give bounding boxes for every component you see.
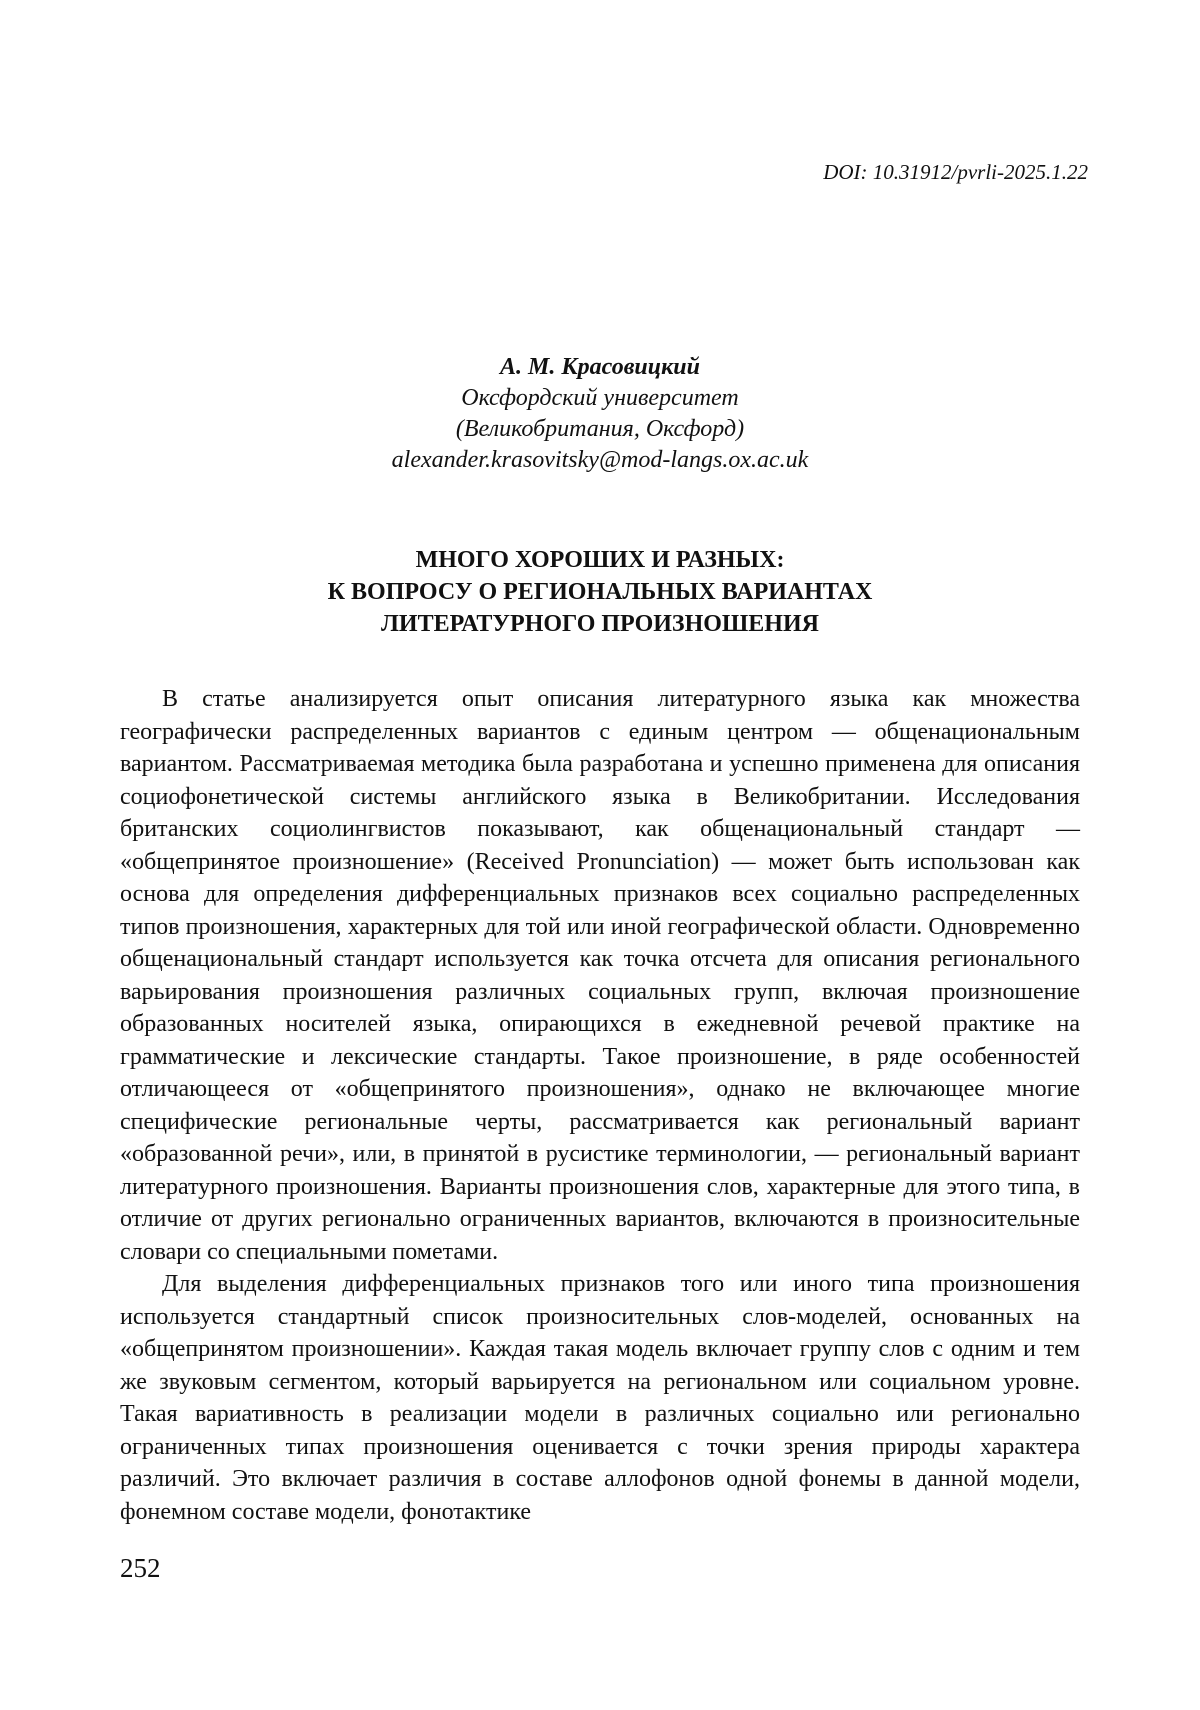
- author-affiliation: Оксфордский университет: [461, 385, 739, 411]
- title-line-3: ЛИТЕРАТУРНОГО ПРОИЗНОШЕНИЯ: [381, 611, 819, 637]
- author-email[interactable]: alexander.krasovitsky@mod-langs.ox.ac.uk: [391, 447, 809, 473]
- doi-label: DOI: 10.31912/pvrli-2025.1.22: [823, 160, 1088, 184]
- author-block: [0, 352, 1200, 476]
- author-location: (Великобритания, Оксфорд): [455, 416, 745, 442]
- body-paragraph: В статье анализируется опыт описания литературного языка как множества географически распределенных вариантов с единым центром — общенациональным вариантом. Рассматриваемая методика была разработана и успешно применена для описания социофонетической системы английского языка в Великобритании. Исследования британских социолингвистов показывают, как общенациональный стандарт — «общепринятое произношение» (Received Pronunciation) — может быть использован как основа для определения дифференциальных признаков всех социально распределенных типов произношения, характерных для той или иной географической области. Одновременно общенациональный стандарт используется как точка отсчета для описания регионального варьирования произношения различных социальных групп, включая произношение образованных носителей языка, опирающихся в ежедневной речевой практике на грамматические и лексические стандарты. Такое произношение, в ряде особенностей отличающееся от «общепринятого произношения», однако не включающее многие специфические региональные черты, рассматривается как региональный вариант «образованной речи», или, в принятой в русистике терминологии, — региональный вариант литературного произношения. Варианты произношения слов, характерные для этого типа, в отличие от других регионально ограниченных вариантов, включаются в произносительные словари со специальными пометами.: [120, 686, 1080, 1265]
- title-line-1: МНОГО ХОРОШИХ И РАЗНЫХ:: [415, 547, 785, 573]
- author-name: А. М. Красовицкий: [500, 354, 700, 380]
- title-line-2: К ВОПРОСУ О РЕГИОНАЛЬНЫХ ВАРИАНТАХ: [327, 579, 873, 605]
- article-body: [120, 683, 1080, 1528]
- body-paragraph: Для выделения дифференциальных признаков того или иного типа произношения используется стандартный список произносительных слов-моделей, основанных на «общепринятом произношении». Каждая такая модель включает группу слов с одним и тем же звуковым сегментом, который варьируется на региональном или социальном уровне. Такая вариативность в реализации модели в различных социально или регионально ограниченных типах произношения оценивается с точки зрения природы характера различий. Это включает различия в составе аллофонов одной фонемы в данной модели, фонемном составе модели, фонотактике: [120, 1271, 1080, 1525]
- page-number: 252: [120, 1553, 161, 1583]
- article-title: [0, 544, 1200, 640]
